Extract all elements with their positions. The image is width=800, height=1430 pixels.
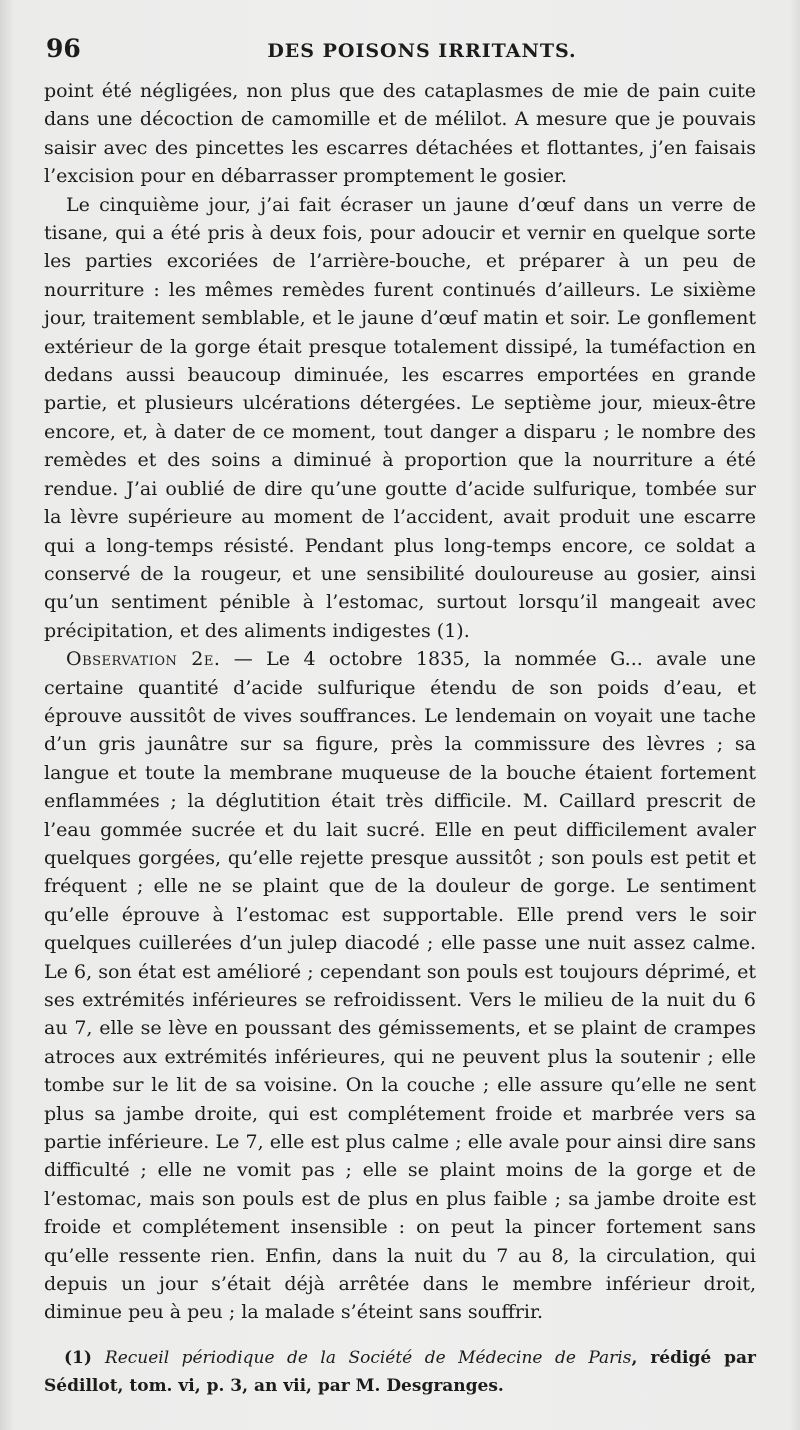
observation-text: — Le 4 octobre 1835, la nommée G... avale une certaine quantité d’acide sulfurique étendu de son poids d’eau, et éprouve aussitôt de vives souffrances. Le lendemain on voyait une tache d’un gris jaunâtre sur sa figure, près la commissure des lèvres ; sa langue et toute la membrane muqueuse de la bouche étaient fortement enflammées ; la déglutition était très difficile. M. Caillard prescrit de l’eau gommée sucrée et du lait sucré. Elle en peut difficilement avaler quelques gorgées, qu’elle rejette presque aussitôt ; son pouls est petit et fréquent ; elle ne se plaint que de la douleur de gorge. Le sentiment qu’elle éprouve à l’estomac est supportable. Elle prend vers le soir quelques cuillerées d’un julep diacodé ; elle passe une nuit assez calme. Le 6, son état est amélioré ; cependant son pouls est toujours déprimé, et ses extrémités inférieures se refroidissent. Vers le milieu de la nuit du 6 au 7, elle se lève en poussant des gémissements, et se plaint de crampes atroces aux extrémités inférieures, qui ne peuvent plus la soutenir ; elle tombe sur le lit de sa voisine. On la couche ; elle assure qu’elle ne sent plus sa jambe droite, qui est complétement froide et marbrée vers sa partie inférieure. Le 7, elle est plus calme ; elle avale pour ainsi dire sans difficulté ; elle ne vomit pas ; elle se plaint moins de la gorge et de l’estomac, mais son pouls est de plus en plus faible ; sa jambe droite est froide et complétement insensible : on peut la pincer fortement sans qu’elle ressente rien. Enfin, dans la nuit du 7 au 8, la circulation, qui depuis un jour s’était déjà arrêtée dans le membre inférieur droit, diminue peu à peu ; la malade s’éteint sans souffrir. bbox=[44, 648, 757, 1324]
paragraph-2: Le cinquième jour, j’ai fait écraser un jaune d’œuf dans un verre de tisane, qui a été pris à deux fois, pour adoucir et vernir en quelque sorte les parties excoriées de l’arrière-bouche, et préparer à un peu de nourriture : les mêmes remèdes furent continués d’ailleurs. Le sixième jour, traitement semblable, et le jaune d’œuf matin et soir. Le gonflement extérieur de la gorge était presque totalement dissipé, la tuméfaction en dedans aussi beaucoup diminuée, les escarres emportées en grande partie, et plusieurs ulcérations détergées. Le septième jour, mieux-être encore, et, à dater de ce moment, tout danger a disparu ; le nombre des remèdes et des soins a diminué à proportion que la nourriture a été rendue. J’ai oublié de dire qu’une goutte d’acide sulfurique, tombée sur la lèvre supérieure au moment de l’accident, avait produit une escarre qui a long-temps résisté. Pendant plus long-temps encore, ce soldat a conservé de la rougeur, et une sensibilité douloureuse au gosier, ainsi qu’un sentiment pénible à l’estomac, surtout lorsqu’il mangeait avec précipitation, et des aliments indigestes (1). bbox=[44, 193, 756, 642]
observation-paragraph bbox=[44, 645, 756, 1327]
footnote-marker: (1) bbox=[64, 1348, 105, 1368]
footnote-source-title: Recueil périodique de la Société de Médecine de Paris bbox=[104, 1348, 632, 1368]
footnote bbox=[44, 1344, 756, 1400]
paragraph-1: point été négligées, non plus que des cataplasmes de mie de pain cuite dans une décoction de camomille et de mélilot. A mesure que je pouvais saisir avec des pincettes les escarres détachées et flottantes, j’en faisais l’excision pour en débarrasser promptement le gosier. bbox=[44, 80, 756, 188]
observation-label: Observation 2e. bbox=[66, 648, 221, 671]
footnote-details: , rédigé par Sédillot, tom. vi, p. 3, an vii, par M. Desgranges. bbox=[44, 1348, 756, 1396]
body-text bbox=[44, 77, 756, 1327]
running-title: DES POISONS IRRITANTS. bbox=[267, 40, 577, 62]
page-number: 96 bbox=[46, 34, 81, 63]
page-header bbox=[42, 34, 762, 70]
